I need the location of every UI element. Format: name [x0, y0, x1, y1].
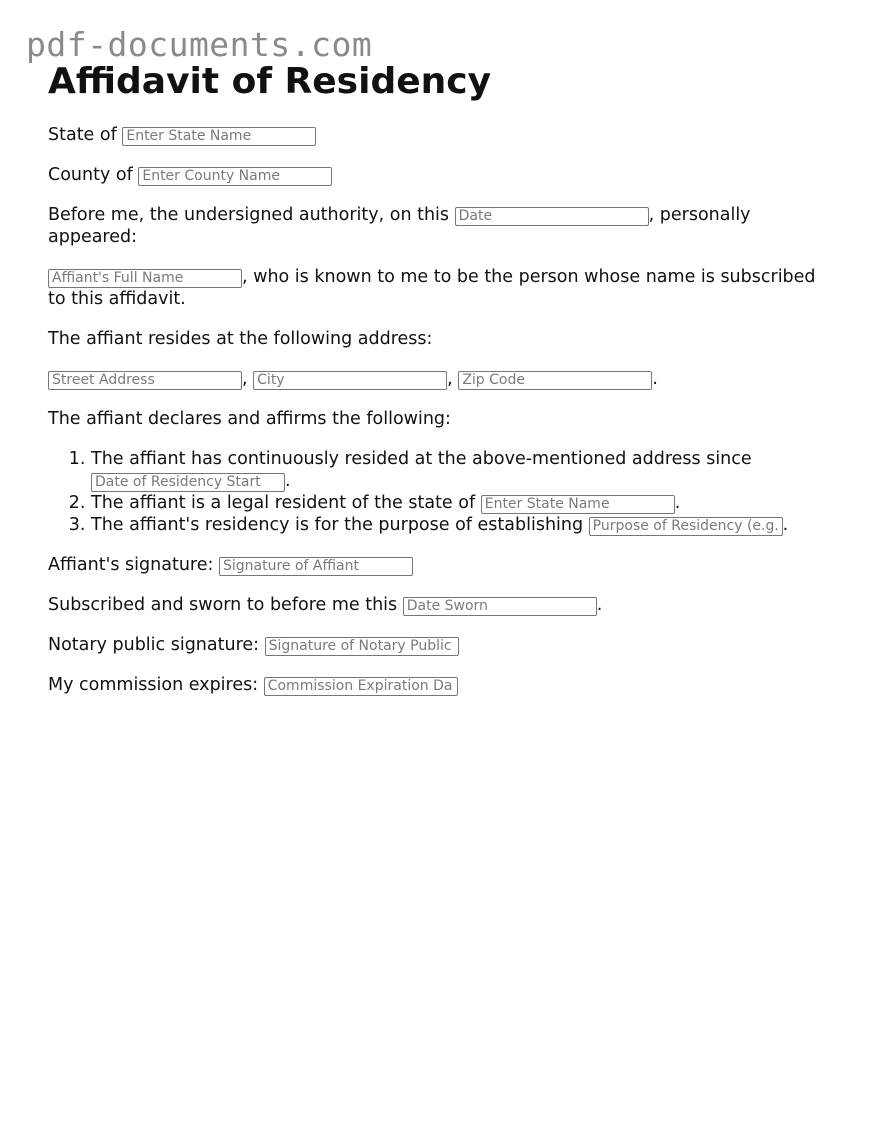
address-intro: The affiant resides at the following address:	[48, 329, 433, 349]
affiant-signature-input[interactable]	[219, 557, 413, 576]
declaration-item	[91, 448, 838, 492]
declaration-item	[91, 492, 838, 514]
declaration-end: .	[782, 515, 789, 535]
signature-line	[48, 554, 838, 576]
affiant-name-input[interactable]	[48, 269, 242, 288]
city-input[interactable]	[253, 371, 447, 390]
legal-state-input[interactable]	[481, 495, 675, 514]
date-input[interactable]	[455, 207, 649, 226]
declaration-end: .	[285, 471, 291, 491]
address-end: .	[652, 369, 658, 389]
address-separator: ,	[447, 369, 453, 389]
declaration-text: The affiant's residency is for the purpose of establishing	[91, 515, 584, 535]
declaration-text: The affiant has continuously resided at the above-mentioned address since	[91, 449, 752, 469]
declarations-list	[48, 448, 838, 536]
county-line	[48, 164, 838, 186]
zip-code-input[interactable]	[458, 371, 652, 390]
affiant-line	[48, 266, 838, 310]
declaration-text: The affiant is a legal resident of the state of	[91, 493, 476, 513]
state-line	[48, 124, 838, 146]
state-label: State of	[48, 125, 117, 145]
declaration-item	[91, 514, 838, 536]
sworn-end: .	[596, 595, 603, 615]
sworn-label: Subscribed and sworn to before me this	[48, 595, 398, 615]
residency-start-input[interactable]	[91, 473, 285, 492]
declare-intro: The affiant declares and affirms the following:	[48, 409, 451, 429]
page-title: Affidavit of Residency	[48, 61, 492, 102]
residency-purpose-input[interactable]	[589, 517, 783, 536]
county-label: County of	[48, 165, 133, 185]
affidavit-body	[48, 124, 838, 714]
state-input[interactable]	[122, 127, 316, 146]
before-line	[48, 204, 838, 248]
notary-signature-input[interactable]	[265, 637, 459, 656]
address-separator: ,	[242, 369, 248, 389]
commission-expiration-input[interactable]	[264, 677, 458, 696]
before-text: Before me, the undersigned authority, on this	[48, 205, 450, 225]
commission-label: My commission expires:	[48, 675, 259, 695]
watermark: pdf-documents.com	[26, 25, 373, 64]
street-address-input[interactable]	[48, 371, 242, 390]
county-input[interactable]	[138, 167, 332, 186]
sworn-line	[48, 594, 838, 616]
notary-line	[48, 634, 838, 656]
notary-label: Notary public signature:	[48, 635, 260, 655]
signature-label: Affiant's signature:	[48, 555, 214, 575]
declaration-end: .	[674, 493, 681, 513]
date-sworn-input[interactable]	[403, 597, 597, 616]
before-text-after: , personally appeared:	[48, 205, 751, 247]
affiant-text: , who is known to me to be the person whose name is subscribed to this affidavit.	[48, 267, 816, 309]
address-line	[48, 368, 838, 390]
commission-line	[48, 674, 838, 696]
